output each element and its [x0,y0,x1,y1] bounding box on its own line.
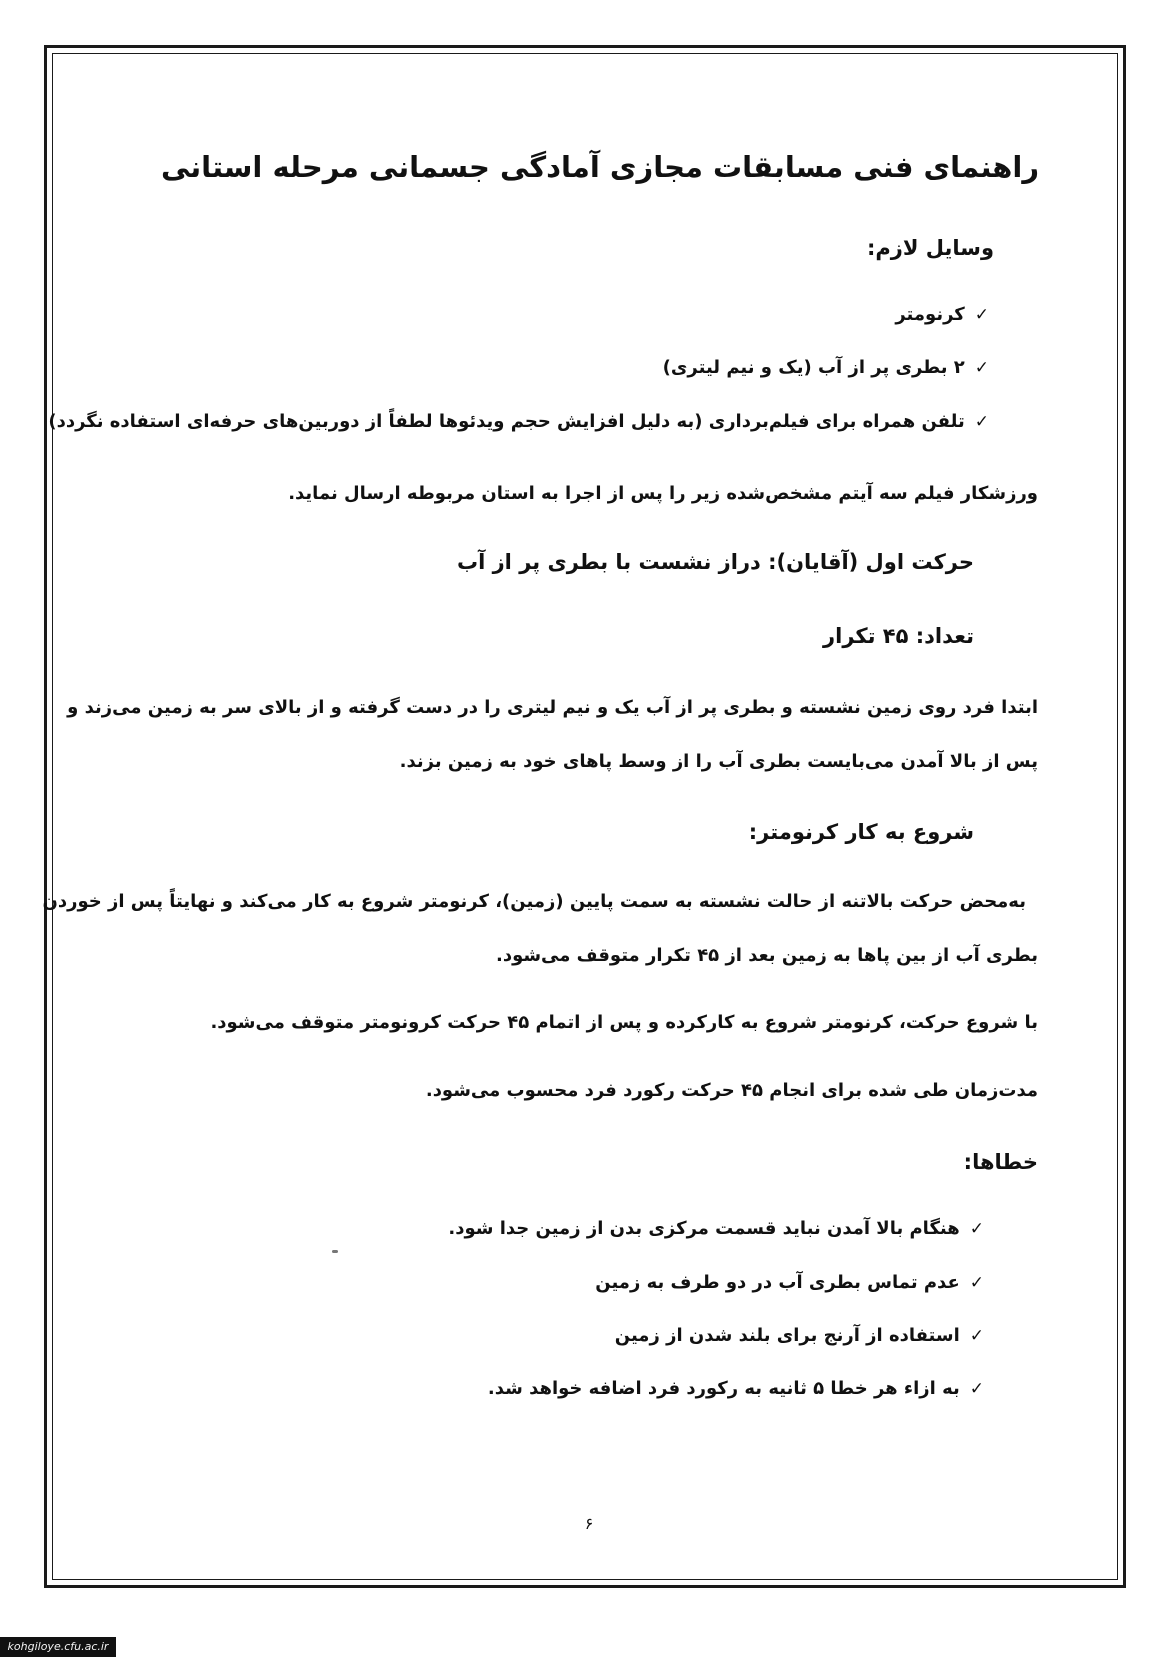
check-icon: ✓ [969,1273,984,1293]
movement-description-line: ابتدا فرد روی زمین نشسته و بطری پر از آب یک و نیم لیتری را در دست گرفته و از بالای سر به زمین می‌زند و [67,697,1038,718]
timing-line: به‌محض حرکت بالاتنه از حالت نشسته به سمت پایین (زمین)، کرنومتر شروع به کار می‌کند و نهایتاً پس از خوردن [42,891,1026,912]
timing-line: با شروع حرکت، کرنومتر شروع به کارکرده و پس از اتمام ۴۵ حرکت کرونومتر متوقف می‌شود. [210,1012,1038,1033]
movement-heading: حرکت اول (آقایان): دراز نشست با بطری پر از آب [456,550,974,574]
fault-item [595,1272,984,1293]
fault-item [448,1218,984,1239]
timing-line: مدت‌زمان طی شده برای انجام ۴۵ حرکت رکورد فرد محسوب می‌شود. [425,1080,1038,1101]
fault-item [488,1378,984,1399]
fault-item-text: عدم تماس بطری آب در دو طرف به زمین [595,1272,960,1293]
equipment-heading: وسایل لازم: [866,236,994,260]
fault-item-text: به ازاء هر خطا ۵ ثانیه به رکورد فرد اضافه خواهد شد. [487,1378,960,1399]
check-icon: ✓ [969,1219,984,1239]
fault-item [615,1325,984,1346]
equipment-item-text: تلفن همراه برای فیلم‌برداری (به دلیل افزایش حجم ویدئوها لطفاً از دوربین‌های حرفه‌ای استفاده نگردد) [48,411,965,432]
timing-line: بطری آب از بین پاها به زمین بعد از ۴۵ تکرار متوقف می‌شود. [496,945,1038,966]
fault-item-text: هنگام بالا آمدن نباید قسمت مرکزی بدن از زمین جدا شود. [448,1218,960,1239]
scan-speck [332,1250,338,1253]
document-title: راهنمای فنی مسابقات مجازی آمادگی جسمانی مرحله استانی [160,150,1040,184]
fault-item-text: استفاده از آرنج برای بلند شدن از زمین [614,1325,960,1346]
check-icon: ✓ [974,358,989,378]
movement-description-line: پس از بالا آمدن می‌بایست بطری آب را از وسط پاهای خود به زمین بزند. [399,751,1038,772]
check-icon: ✓ [974,305,989,325]
check-icon: ✓ [969,1379,984,1399]
equipment-item-text: کرنومتر [895,304,965,325]
site-watermark: kohgiloye.cfu.ac.ir [0,1637,116,1657]
check-icon: ✓ [974,412,989,432]
timing-heading: شروع به کار کرنومتر: [748,820,974,844]
equipment-item-text: ۲ بطری پر از آب (یک و نیم لیتری) [662,357,965,378]
intro-paragraph: ورزشکار فیلم سه آیتم مشخص‌شده زیر را پس از اجرا به استان مربوطه ارسال نماید. [288,483,1038,504]
equipment-item [895,304,989,325]
faults-heading: خطاها: [963,1150,1038,1174]
page-number: ۶ [584,1514,594,1533]
equipment-item [663,357,989,378]
repetition-count: تعداد: ۴۵ تکرار [823,624,974,648]
check-icon: ✓ [969,1326,984,1346]
equipment-item [48,411,989,432]
